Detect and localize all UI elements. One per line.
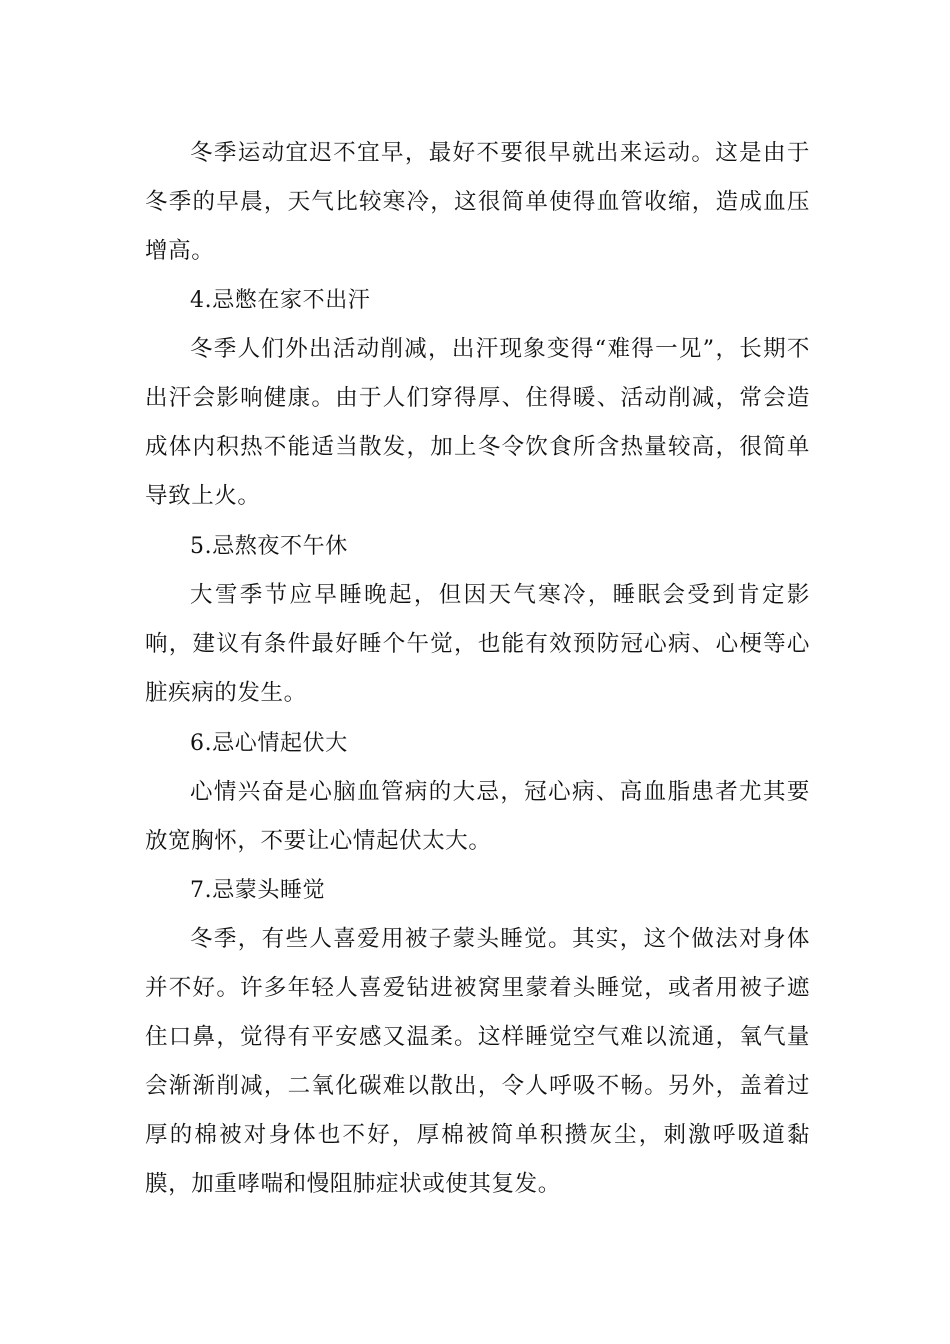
section-body-7: 冬季，有些人喜爱用被子蒙头睡觉。其实，这个做法对身体并不好。许多年轻人喜爱钻进被窝里蒙着头睡觉，或者用被子遮住口鼻，觉得有平安感又温柔。这样睡觉空气难以流通，氧气量会渐渐削减，二氧化碳难以散出，令人呼吸不畅。另外，盖着过厚的棉被对身体也不好，厚棉被简单积攒灰尘，刺激呼吸道黏膜，加重哮喘和慢阻肺症状或使其复发。	[145, 926, 810, 1197]
section-heading-5: 5.忌熬夜不午休	[190, 534, 348, 559]
intro-paragraph: 冬季运动宜迟不宜早，最好不要很早就出来运动。这是由于冬季的早晨，天气比较寒冷，这很简单使得血管收缩，造成血压增高。	[145, 140, 810, 264]
section-body-6: 心情兴奋是心脑血管病的大忌，冠心病、高血脂患者尤其要放宽胸怀，不要让心情起伏太大。	[145, 779, 810, 854]
section-body-5: 大雪季节应早睡晚起，但因天气寒冷，睡眠会受到肯定影响，建议有条件最好睡个午觉，也能有效预防冠心病、心梗等心脏疾病的发生。	[145, 582, 810, 706]
section-body-4: 冬季人们外出活动削减，出汗现象变得“难得一见”，长期不出汗会影响健康。由于人们穿得厚、住得暖、活动削减，常会造成体内积热不能适当散发，加上冬令饮食所含热量较高，很简单导致上火。	[145, 336, 810, 509]
section-heading-7: 7.忌蒙头睡觉	[190, 878, 326, 903]
section-heading-6: 6.忌心情起伏大	[190, 731, 348, 756]
section-heading-4: 4.忌憋在家不出汗	[190, 288, 371, 313]
